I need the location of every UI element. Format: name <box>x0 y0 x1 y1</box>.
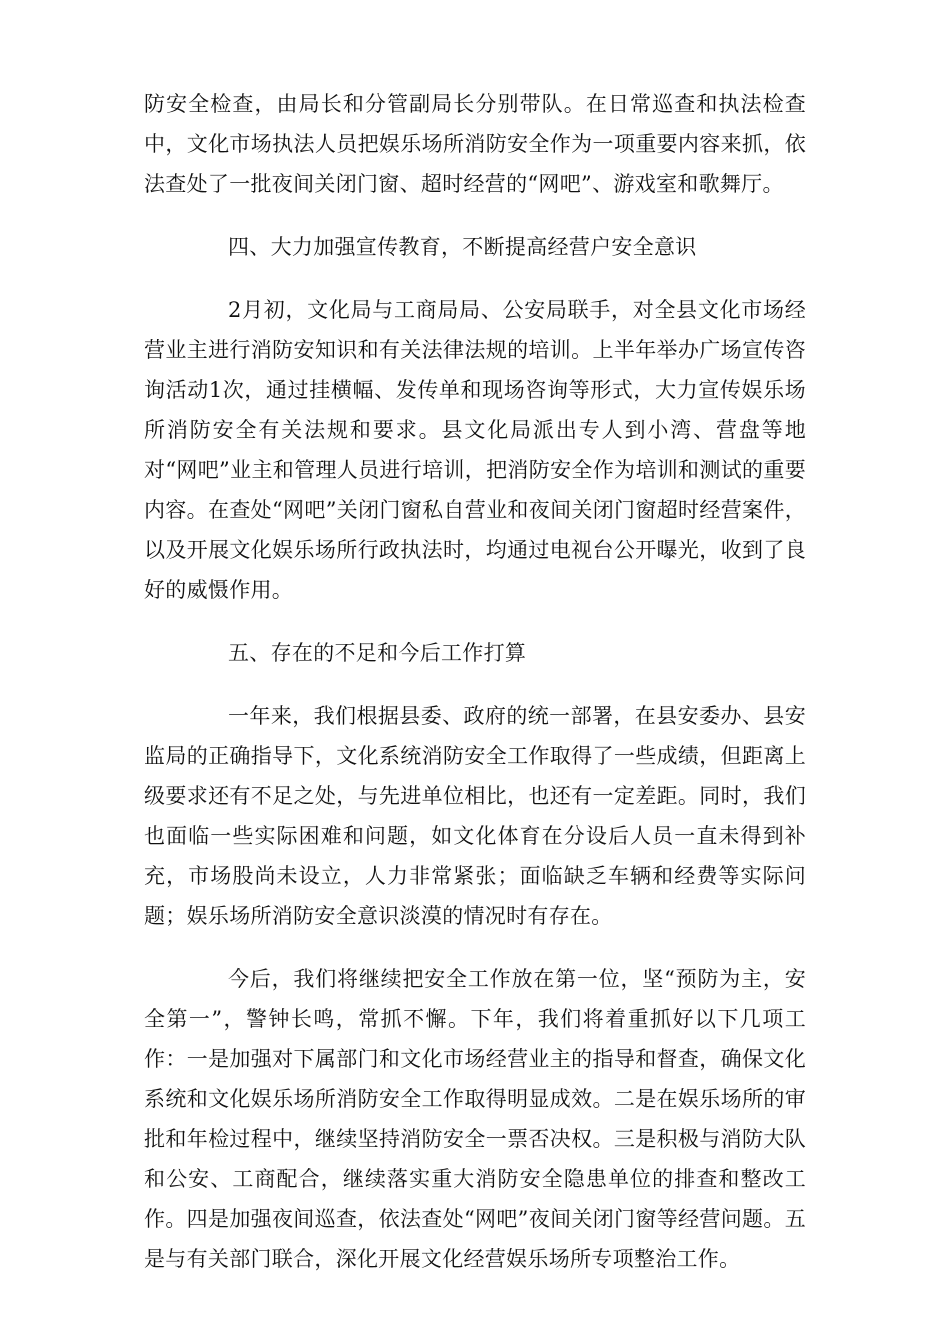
section-heading-4: 四、大力加强宣传教育，不断提高经营户安全意识 <box>228 235 697 259</box>
section-heading-5: 五、存在的不足和今后工作打算 <box>228 641 527 665</box>
document-body <box>144 84 806 1302</box>
paragraph-future-plans: 今后，我们将继续把安全工作放在第一位，坚“预防为主，安全第一”，警钟长鸣，常抓不懈。下年，我们将着重抓好以下几项工作：一是加强对下属部门和文化市场经营业主的指导和督查，确保文化系统和文化娱乐场所消防安全工作取得明显成效。二是在娱乐场所的审批和年检过程中，继续坚持消防安全一票否决权。三是积极与消防大队和公安、工商配合，继续落实重大消防安全隐患单位的排查和整改工作。四是加强夜间巡查，依法查处“网吧”夜间关闭门窗等经营问题。五是与有关部门联合，深化开展文化经营娱乐场所专项整治工作。 <box>144 967 806 1271</box>
paragraph-shortcomings: 一年来，我们根据县委、政府的统一部署，在县安委办、县安监局的正确指导下，文化系统消防安全工作取得了一些成绩，但距离上级要求还有不足之处，与先进单位相比，也还有一定差距。同时，我们也面临一些实际困难和问题，如文化体育在分设后人员一直未得到补充，市场股尚未设立，人力非常紧张；面临缺乏车辆和经费等实际问题；娱乐场所消防安全意识淡漠的情况时有存在。 <box>144 704 806 928</box>
paragraph-continuation: 防安全检查，由局长和分管副局长分别带队。在日常巡查和执法检查中，文化市场执法人员把娱乐场所消防安全作为一项重要内容来抓，依法查处了一批夜间关闭门窗、超时经营的“网吧”、游戏室和歌舞厅。 <box>144 92 806 196</box>
paragraph-publicity: 2月初，文化局与工商局局、公安局联手，对全县文化市场经营业主进行消防安知识和有关法律法规的培训。上半年举办广场宣传咨询活动1次，通过挂横幅、发传单和现场咨询等形式，大力宣传娱乐场所消防安全有关法规和要求。县文化局派出专人到小湾、营盘等地对“网吧”业主和管理人员进行培训，把消防安全作为培训和测试的重要内容。在查处“网吧”关闭门窗私自营业和夜间关闭门窗超时经营案件，以及开展文化娱乐场所行政执法时，均通过电视台公开曝光，收到了良好的威慑作用。 <box>144 298 806 602</box>
